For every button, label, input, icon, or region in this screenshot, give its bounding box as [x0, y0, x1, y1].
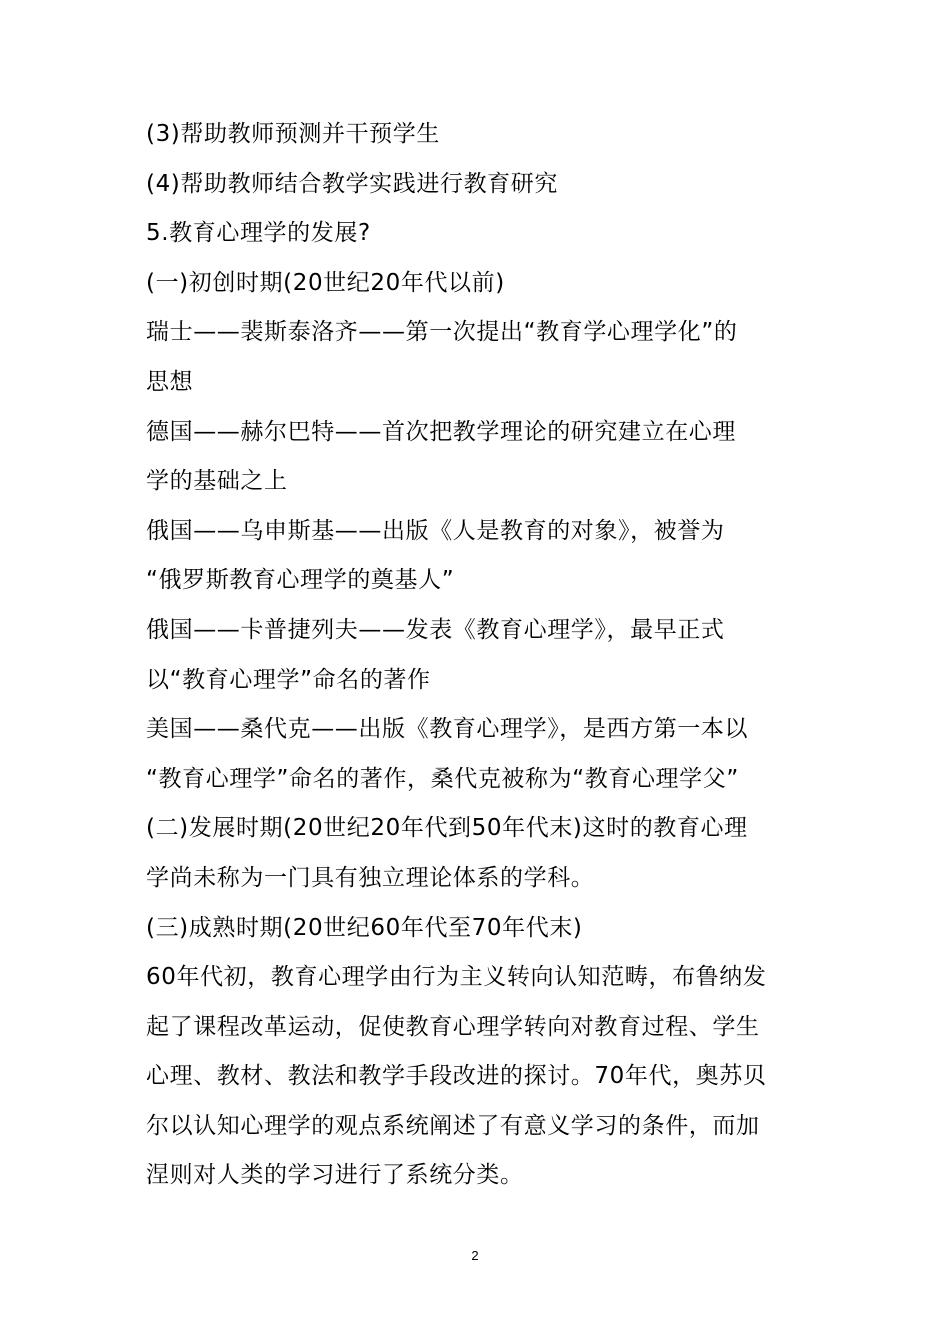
- subsection-heading: (一)初创时期(20世纪20年代以前): [146, 269, 505, 296]
- text-line: 美国——桑代克——出版《教育心理学》，是西方第一本以: [146, 716, 749, 743]
- text-line: 德国——赫尔巴特——首次把教学理论的研究建立在心理: [146, 418, 736, 445]
- text-line: 涅则对人类的学习进行了系统分类。: [146, 1162, 524, 1189]
- subsection-heading: (三)成熟时期(20世纪60年代至70年代末): [146, 914, 583, 941]
- text-line: 60年代初，教育心理学由行为主义转向认知范畴，布鲁纳发: [146, 964, 767, 991]
- text-line: 俄国——乌申斯基——出版《人是教育的对象》，被誉为: [146, 517, 725, 544]
- text-line: 心理、教材、教法和教学手段改进的探讨。70年代，奥苏贝: [146, 1063, 767, 1090]
- text-line: (4)帮助教师结合教学实践进行教育研究: [146, 170, 558, 197]
- subsection-heading: (二)发展时期(20世纪20年代到50年代末)这时的教育心理: [146, 815, 748, 842]
- section-heading: 5.教育心理学的发展?: [146, 220, 371, 247]
- text-line: 瑞士——裴斯泰洛齐——第一次提出“教育学心理学化”的: [146, 319, 738, 346]
- text-line: (3)帮助教师预测并干预学生: [146, 121, 440, 147]
- text-line: 尔以认知心理学的观点系统阐述了有意义学习的条件，而加: [146, 1112, 760, 1139]
- text-line: 以“教育心理学”命名的著作: [146, 666, 431, 693]
- text-line: 学尚未称为一门具有独立理论体系的学科。: [146, 864, 595, 891]
- page-content: [146, 110, 826, 1201]
- page-number: 2: [471, 1248, 479, 1263]
- text-line: 俄国——卡普捷列夫——发表《教育心理学》，最早正式: [146, 616, 725, 643]
- text-line: “俄罗斯教育心理学的奠基人”: [146, 567, 455, 594]
- text-line: 学的基础之上: [146, 468, 288, 495]
- text-line: 起了课程改革运动，促使教育心理学转向对教育过程、学生: [146, 1013, 760, 1040]
- text-line: 思想: [146, 368, 194, 395]
- text-line: “教育心理学”命名的著作，桑代克被称为“教育心理学父”: [146, 765, 739, 792]
